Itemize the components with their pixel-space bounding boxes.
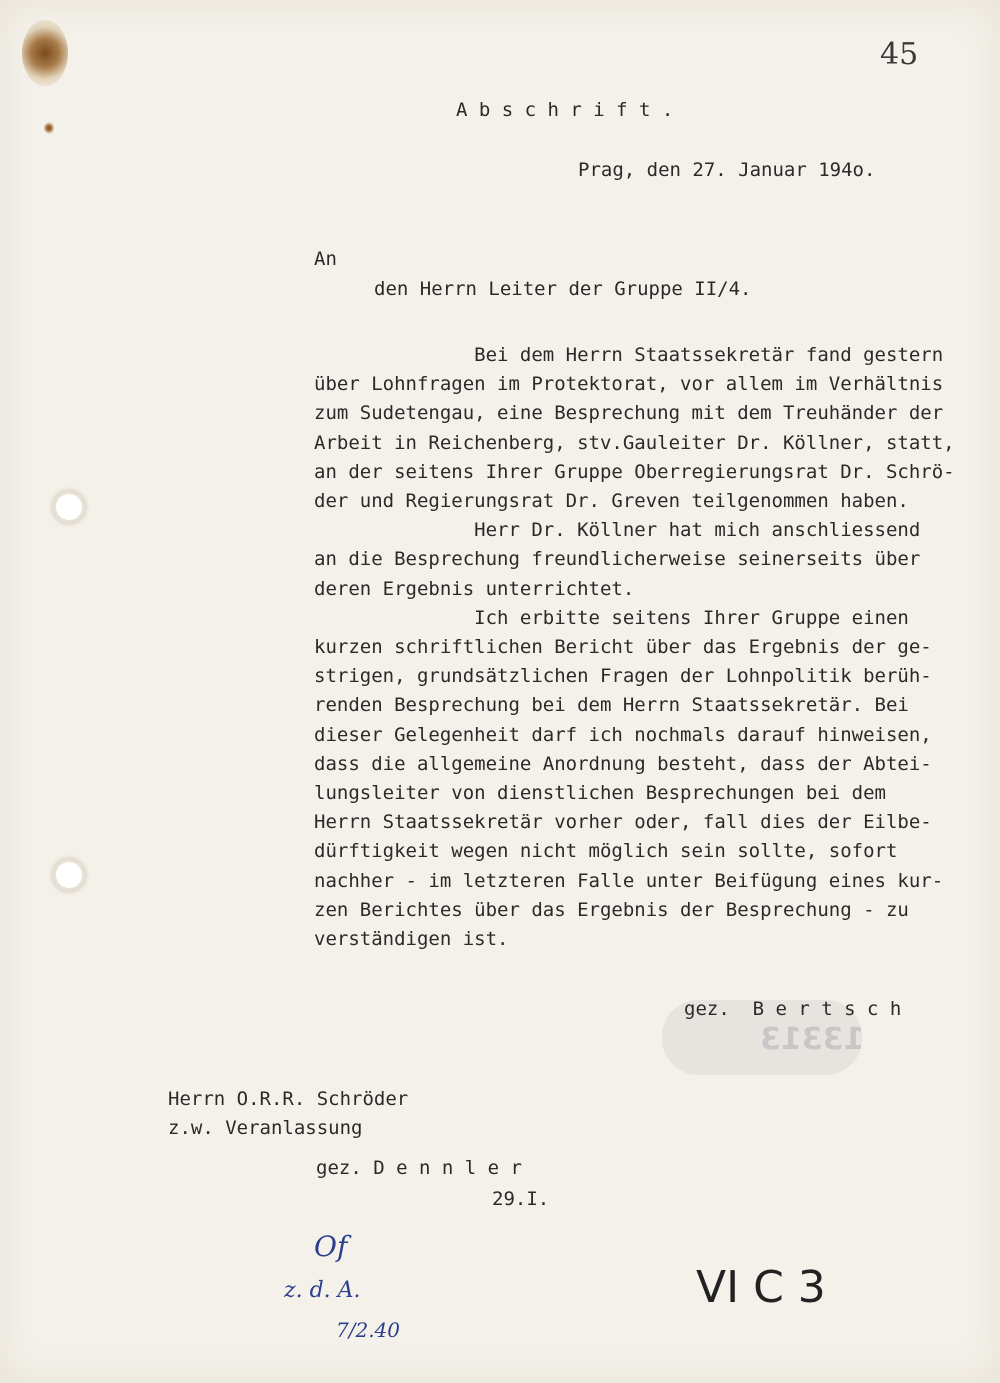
handwritten-initials: Of <box>314 1230 348 1263</box>
document-heading: A b s c h r i f t . <box>456 99 674 121</box>
recipient-line: den Herrn Leiter der Gruppe II/4. <box>374 278 752 300</box>
body-line: dieser Gelegenheit darf ich nochmals darauf hinweisen, <box>314 723 932 746</box>
body-line: dass die allgemeine Anordnung besteht, dass der Abtei- <box>314 752 932 775</box>
body-line: kurzen schriftlichen Bericht über das Ergebnis der ge- <box>314 636 932 659</box>
body-line: über Lohnfragen im Protektorat, vor allem im Verhältnis <box>314 373 944 396</box>
body-line: renden Besprechung bei dem Herrn Staatssekretär. Bei <box>314 694 909 717</box>
signature-line: gez. B e r t s c h <box>684 998 902 1020</box>
body-line: Bei dem Herrn Staatssekretär fand gestern <box>314 344 944 366</box>
body-line: Herr Dr. Köllner hat mich anschliessend <box>314 519 921 542</box>
forward-date: 29.I. <box>492 1188 550 1210</box>
handwritten-filing: VI C 3 <box>696 1262 826 1313</box>
place-date: Prag, den 27. Januar 194o. <box>578 159 876 181</box>
body-line: Herrn Staatssekretär vorher oder, fall dies der Eilbe- <box>314 811 932 834</box>
body-line: Arbeit in Reichenberg, stv.Gauleiter Dr. Köllner, statt, <box>314 431 955 454</box>
forward-instruction: z.w. Veranlassung <box>168 1117 363 1139</box>
body-line: deren Ergebnis unterrichtet. <box>314 577 635 600</box>
letter-body <box>314 341 955 954</box>
recipient-to: An <box>314 248 337 270</box>
body-line: strigen, grundsätzlichen Fragen der Lohnpolitik berüh- <box>314 665 932 688</box>
stamp-number: 13313 <box>760 1022 865 1057</box>
body-line: dürftigkeit wegen nicht möglich sein sollte, sofort <box>314 840 898 863</box>
body-line: der und Regierungsrat Dr. Greven teilgenommen haben. <box>314 490 909 513</box>
body-line: verständigen ist. <box>314 928 509 951</box>
body-line: nachher - im letzteren Falle unter Beifügung eines kur- <box>314 869 944 892</box>
handwritten-date: 7/2.40 <box>336 1318 400 1342</box>
punch-hole-top <box>56 494 82 520</box>
body-line: lungsleiter von dienstlichen Besprechungen bei dem <box>314 782 886 805</box>
burn-mark <box>22 20 68 86</box>
body-line: an der seitens Ihrer Gruppe Oberregierungsrat Dr. Schrö- <box>314 460 955 483</box>
body-line: zen Berichtes über das Ergebnis der Besprechung - zu <box>314 898 909 921</box>
body-line: Ich erbitte seitens Ihrer Gruppe einen <box>314 606 909 629</box>
forward-signed: gez. D e n n l e r <box>316 1157 522 1179</box>
page-number: 45 <box>880 37 919 72</box>
body-line: zum Sudetengau, eine Besprechung mit dem Treuhänder der <box>314 402 944 425</box>
burn-spot <box>44 122 54 134</box>
handwritten-zda: z. d. A. <box>284 1278 361 1303</box>
punch-hole-bottom <box>56 862 82 888</box>
body-line: an die Besprechung freundlicherweise seinerseits über <box>314 548 921 571</box>
forward-recipient: Herrn O.R.R. Schröder <box>168 1088 409 1110</box>
